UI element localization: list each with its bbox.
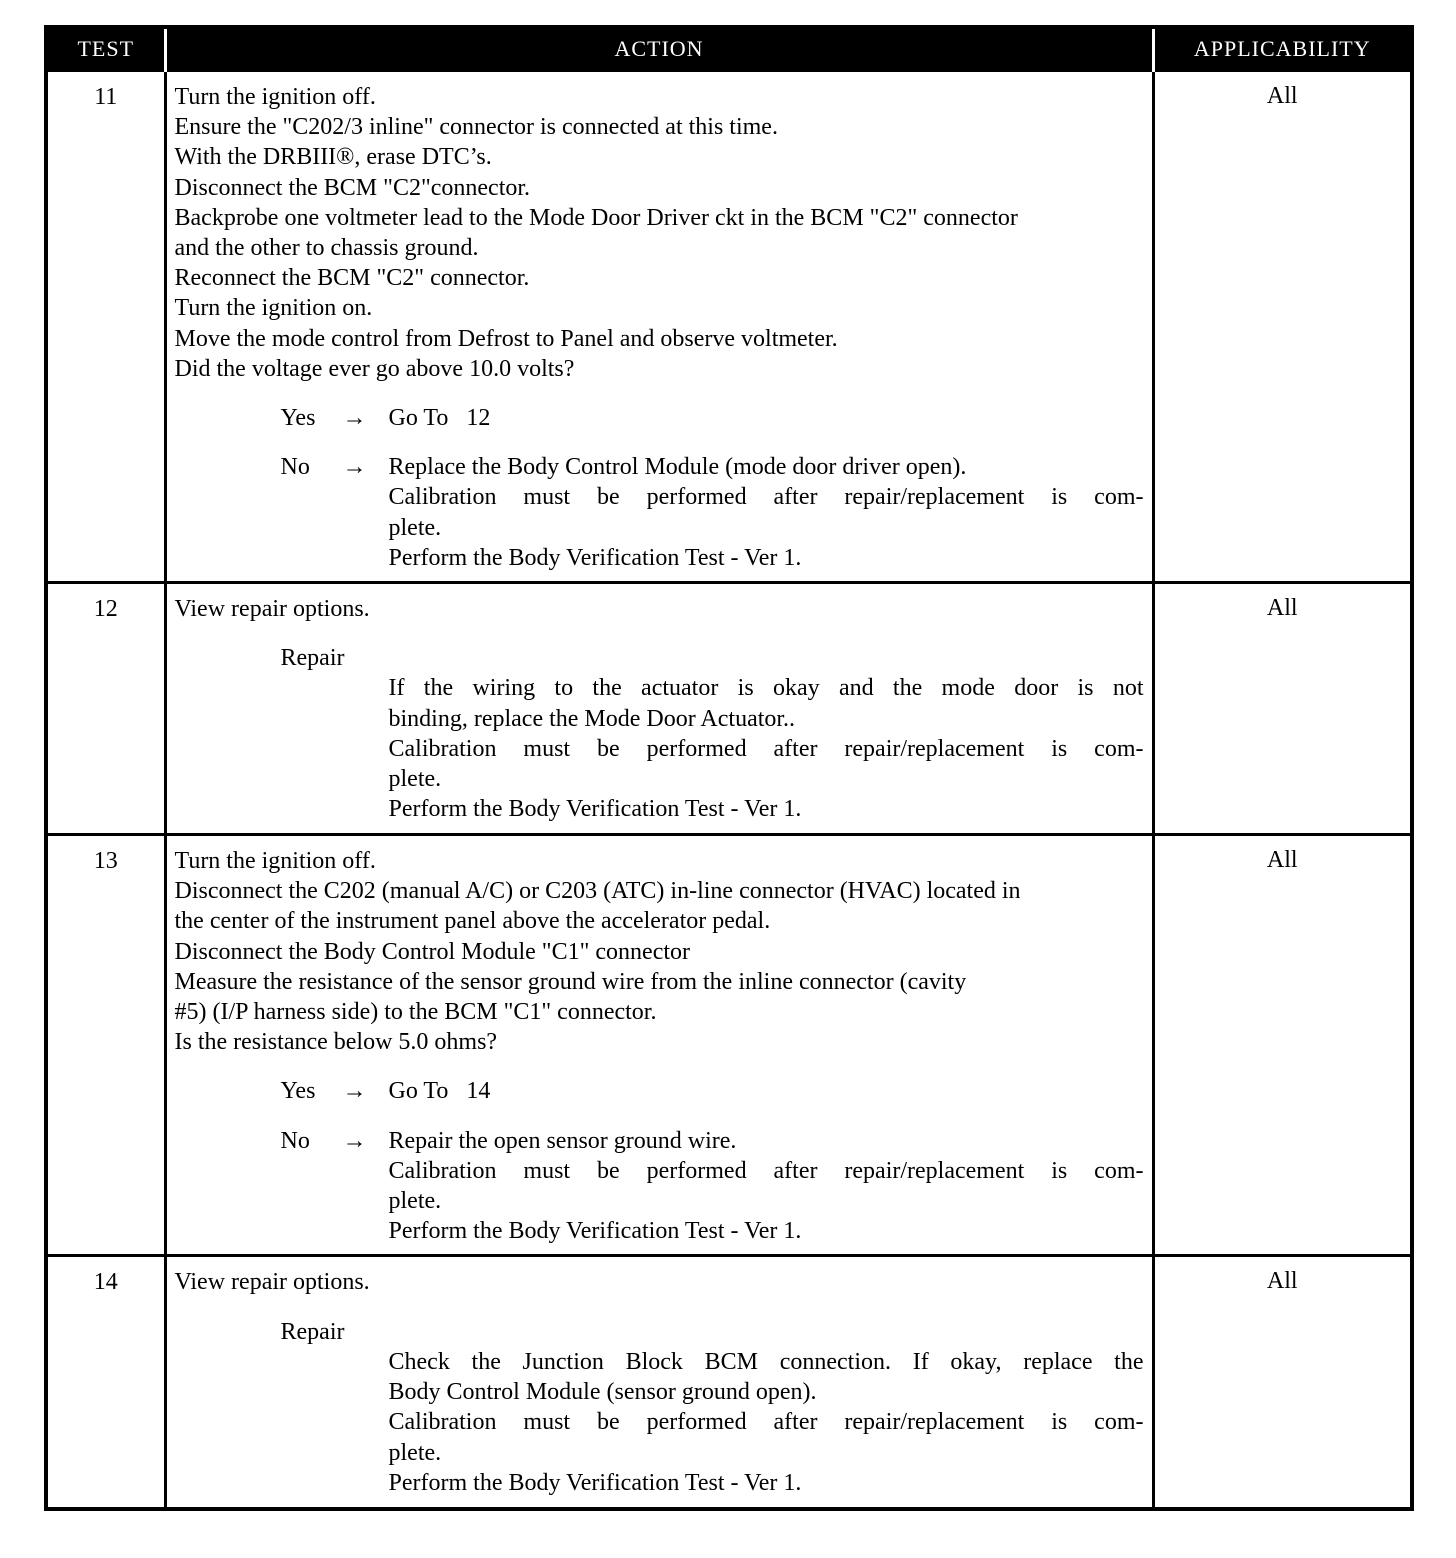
result-line: Perform the Body Verification Test - Ver 1.: [388, 544, 802, 571]
repair-label: Repair: [280, 645, 345, 672]
no-label: No: [280, 454, 310, 481]
yes-result: Go To 14: [388, 1078, 491, 1105]
action-step: Move the mode control from Defrost to Panel and observe voltmeter.: [174, 325, 838, 352]
applicability-value: All: [1153, 71, 1412, 583]
applicability-value: All: [1153, 583, 1412, 835]
action-cell: [165, 835, 1153, 1256]
action-step: Turn the ignition off.: [174, 848, 376, 875]
action-step: Ensure the "C202/3 inline" connector is connected at this time.: [174, 114, 778, 141]
action-step: Backprobe one voltmeter lead to the Mode Door Driver ckt in the BCM "C2" connector: [174, 204, 1018, 231]
test-number: 12: [46, 583, 165, 835]
repair-line: If the wiring to the actuator is okay and the mode door is not: [388, 675, 1144, 702]
repair-line: Body Control Module (sensor ground open).: [388, 1379, 817, 1406]
test-number: 14: [46, 1256, 165, 1509]
repair-text: [389, 673, 1144, 824]
no-label: No: [280, 1127, 310, 1154]
header-applicability: APPLICABILITY: [1153, 27, 1412, 71]
right-arrow-icon: →: [342, 405, 367, 432]
header-action: ACTION: [165, 27, 1153, 71]
action-step: Is the resistance below 5.0 ohms?: [174, 1029, 498, 1056]
table-row: [46, 583, 1412, 835]
table-header-row: [46, 27, 1412, 71]
repair-line: binding, replace the Mode Door Actuator..: [388, 705, 796, 732]
action-cell: [165, 583, 1153, 835]
result-line: Calibration must be performed after repair/replacement is com-: [388, 1157, 1144, 1184]
action-step: #5) (I/P harness side) to the BCM "C1" connector.: [174, 999, 657, 1026]
repair-line: Calibration must be performed after repair/replacement is com-: [388, 735, 1144, 762]
no-result: [389, 452, 1144, 573]
right-arrow-icon: →: [342, 454, 367, 481]
table-row: [46, 71, 1412, 583]
right-arrow-icon: →: [342, 1127, 367, 1154]
result-line: Calibration must be performed after repair/replacement is com-: [388, 484, 1144, 511]
no-branch: [175, 1126, 1144, 1247]
repair-line: plete.: [388, 1439, 442, 1466]
test-number: 11: [46, 71, 165, 583]
repair-line: Calibration must be performed after repair/replacement is com-: [388, 1409, 1144, 1436]
yes-branch: [175, 1076, 1144, 1106]
action-cell: [165, 1256, 1153, 1509]
diagnostic-test-table: [44, 25, 1414, 1511]
action-step: Turn the ignition on.: [174, 295, 373, 322]
action-step: Disconnect the C202 (manual A/C) or C203 (ATC) in-line connector (HVAC) located in: [174, 878, 1021, 905]
action-step: Did the voltage ever go above 10.0 volts?: [174, 355, 575, 382]
action-step: With the DRBIII®, erase DTC’s.: [174, 144, 492, 171]
action-step: the center of the instrument panel above the accelerator pedal.: [174, 908, 771, 935]
result-line: plete.: [388, 514, 442, 541]
action-step: Turn the ignition off.: [174, 84, 376, 110]
yes-branch: [175, 403, 1144, 433]
test-number: 13: [46, 835, 165, 1256]
action-step: Disconnect the Body Control Module "C1" connector: [174, 938, 691, 965]
repair-label: Repair: [280, 1318, 345, 1345]
repair-line: plete.: [388, 766, 442, 793]
action-step: View repair options.: [174, 596, 370, 623]
right-arrow-icon: →: [342, 1078, 367, 1105]
action-step: View repair options.: [174, 1269, 370, 1296]
repair-text: [389, 1347, 1144, 1498]
result-line: Replace the Body Control Module (mode door driver open).: [388, 454, 967, 481]
yes-label: Yes: [280, 405, 316, 432]
action-step: Measure the resistance of the sensor ground wire from the inline connector (cavity: [174, 968, 967, 995]
applicability-value: All: [1153, 835, 1412, 1256]
applicability-value: All: [1153, 1256, 1412, 1509]
table-row: [46, 835, 1412, 1256]
repair-line: Perform the Body Verification Test - Ver 1.: [388, 1469, 802, 1496]
repair-line: Perform the Body Verification Test - Ver 1.: [388, 796, 802, 823]
no-branch: [175, 452, 1144, 573]
result-line: plete.: [388, 1188, 442, 1215]
action-cell: [165, 71, 1153, 583]
yes-label: Yes: [280, 1078, 316, 1105]
table-row: [46, 1256, 1412, 1509]
repair-line: Check the Junction Block BCM connection. If okay, replace the: [388, 1348, 1144, 1375]
yes-result: Go To 12: [388, 405, 491, 432]
action-step: Reconnect the BCM "C2" connector.: [174, 265, 530, 292]
result-line: Repair the open sensor ground wire.: [388, 1127, 737, 1154]
result-line: Perform the Body Verification Test - Ver 1.: [388, 1218, 802, 1245]
action-step: Disconnect the BCM "C2"connector.: [174, 174, 531, 201]
header-test: TEST: [46, 27, 165, 71]
no-result: [389, 1126, 1144, 1247]
action-step: and the other to chassis ground.: [174, 235, 479, 262]
